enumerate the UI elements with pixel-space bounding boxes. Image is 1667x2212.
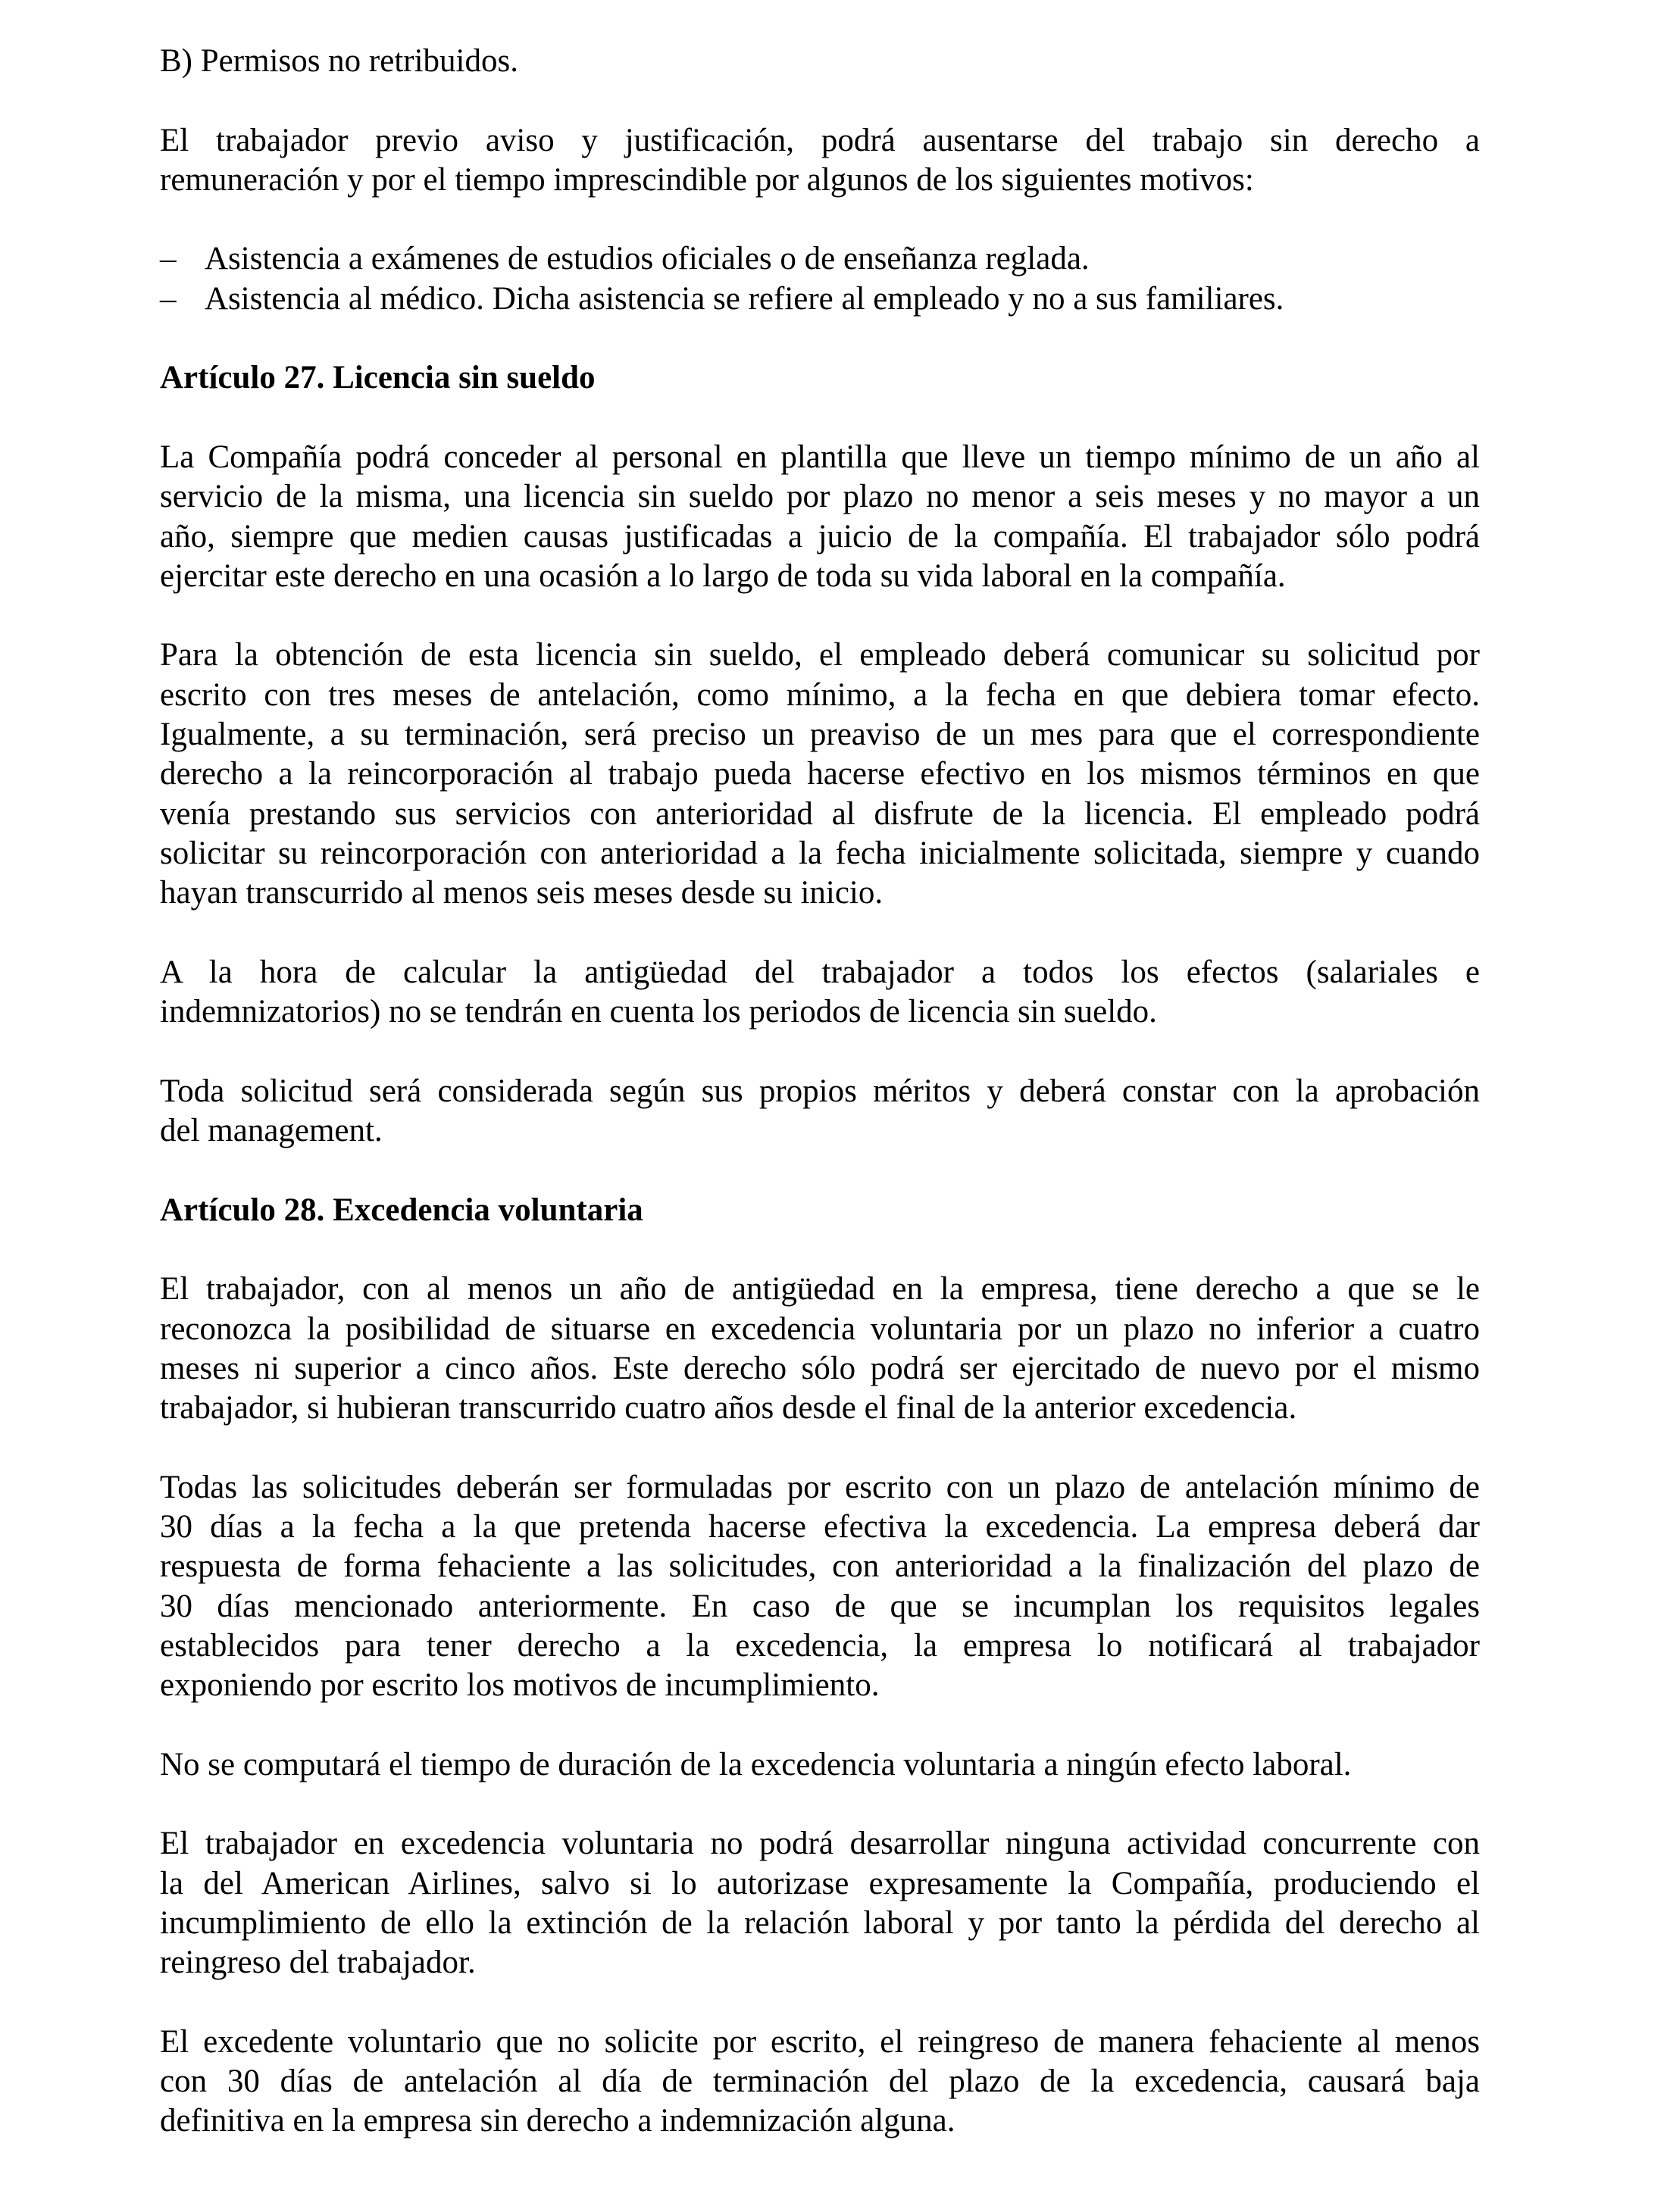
text-line: El excedente voluntario que no solicite por escrito, el reingreso de manera fehaciente al menos xyxy=(160,2023,1480,2060)
text-line: Toda solicitud será considerada según sus propios méritos y deberá constar con la aprobación xyxy=(160,1073,1480,1109)
text-line: ejercitar este derecho en una ocasión a lo largo de toda su vida laboral en la compañía. xyxy=(160,558,1286,594)
text-line: meses ni superior a cinco años. Este derecho sólo podrá ser ejercitado de nuevo por el mismo xyxy=(160,1350,1480,1386)
text-line: trabajador, si hubieran transcurrido cuatro años desde el final de la anterior excedencia. xyxy=(160,1390,1297,1426)
text-line: respuesta de forma fehaciente a las solicitudes, con anterioridad a la finalización del plazo de xyxy=(160,1548,1480,1585)
text-line: No se computará el tiempo de duración de la excedencia voluntaria a ningún efecto laboral. xyxy=(160,1746,1352,1782)
heading-text: Artículo 28. Excedencia voluntaria xyxy=(160,1192,643,1228)
text-line: reingreso del trabajador. xyxy=(160,1945,476,1981)
text-line: con 30 días de antelación al día de terminación del plazo de la excedencia, causará baja xyxy=(160,2064,1480,2100)
text-line: indemnizatorios) no se tendrán en cuenta los periodos de licencia sin sueldo. xyxy=(160,994,1157,1030)
article-27-heading xyxy=(160,358,1480,398)
list-item xyxy=(160,280,1480,319)
reasons-list xyxy=(160,239,1480,319)
text-line: El trabajador en excedencia voluntaria no podrá desarrollar ninguna actividad concurrente con xyxy=(160,1826,1480,1862)
text-line: incumplimiento de ello la extinción de la relación laboral y por tanto la pérdida del derecho al xyxy=(160,1904,1480,1941)
article-27-paragraph-2 xyxy=(160,636,1480,913)
text-line: del management. xyxy=(160,1113,383,1149)
text-line: exponiendo por escrito los motivos de incumplimiento. xyxy=(160,1667,880,1704)
article-28-heading xyxy=(160,1191,1480,1230)
text-line: venía prestando sus servicios con anterioridad al disfrute de la licencia. El empleado podrá xyxy=(160,795,1480,832)
text-line: Todas las solicitudes deberán ser formuladas por escrito con un plazo de antelación mínimo de xyxy=(160,1469,1480,1505)
article-28-paragraph-1 xyxy=(160,1270,1480,1428)
text-line: La Compañía podrá conceder al personal en plantilla que lleve un tiempo mínimo de un año al xyxy=(160,439,1480,475)
text-line: año, siempre que medien causas justificadas a juicio de la compañía. El trabajador sólo podrá xyxy=(160,518,1480,555)
text-line: la del American Airlines, salvo si lo autorizase expresamente la Compañía, produciendo el xyxy=(160,1865,1480,1901)
text-line: 30 días a la fecha a la que pretenda hacerse efectiva la excedencia. La empresa deberá dar xyxy=(160,1508,1480,1545)
text-line: solicitar su reincorporación con anterioridad a la fecha inicialmente solicitada, siempre y cuando xyxy=(160,835,1480,871)
heading-text: Artículo 27. Licencia sin sueldo xyxy=(160,360,596,396)
text-line: El trabajador, con al menos un año de antigüedad en la empresa, tiene derecho a que se le xyxy=(160,1271,1480,1308)
text-line: reconozca la posibilidad de situarse en excedencia voluntaria por un plazo no inferior a cuatro xyxy=(160,1311,1480,1347)
text-line: definitiva en la empresa sin derecho a indemnización alguna. xyxy=(160,2103,955,2139)
section-b-heading xyxy=(160,42,1480,81)
list-item xyxy=(160,239,1480,279)
text-line: Igualmente, a su terminación, será preciso un preaviso de un mes para que el correspondiente xyxy=(160,717,1480,753)
dash-bullet: – xyxy=(160,280,177,317)
text-line: escrito con tres meses de antelación, como mínimo, a la fecha en que debiera tomar efecto. xyxy=(160,676,1480,713)
text-line: remuneración y por el tiempo imprescindible por algunos de los siguientes motivos: xyxy=(160,161,1254,198)
paragraph-intro xyxy=(160,121,1480,201)
heading-text: B) Permisos no retribuidos. xyxy=(160,43,518,79)
article-28-paragraph-4 xyxy=(160,1824,1480,1982)
text-line: A la hora de calcular la antigüedad del trabajador a todos los efectos (salariales e xyxy=(160,954,1480,990)
article-27-paragraph-3 xyxy=(160,953,1480,1033)
article-28-paragraph-2 xyxy=(160,1468,1480,1706)
article-28-paragraph-3 xyxy=(160,1745,1480,1785)
dash-bullet: – xyxy=(160,241,177,277)
text-line: hayan transcurrido al menos seis meses desde su inicio. xyxy=(160,875,884,911)
text-line: Para la obtención de esta licencia sin sueldo, el empleado deberá comunicar su solicitud por xyxy=(160,637,1480,673)
list-item-text: Asistencia al médico. Dicha asistencia se refiere al empleado y no a sus familiares. xyxy=(205,280,1284,317)
text-line: El trabajador previo aviso y justificación, podrá ausentarse del trabajo sin derecho a xyxy=(160,122,1480,158)
article-27-paragraph-1 xyxy=(160,438,1480,596)
article-28-paragraph-5 xyxy=(160,2023,1480,2142)
text-line: derecho a la reincorporación al trabajo pueda hacerse efectivo en los mismos términos en que xyxy=(160,756,1480,792)
document-page xyxy=(160,42,1480,2181)
text-line: servicio de la misma, una licencia sin sueldo por plazo no menor a seis meses y no mayor a un xyxy=(160,479,1480,515)
article-27-paragraph-4 xyxy=(160,1072,1480,1151)
text-line: 30 días mencionado anteriormente. En caso de que se incumplan los requisitos legales xyxy=(160,1588,1480,1624)
text-line: establecidos para tener derecho a la excedencia, la empresa lo notificará al trabajador xyxy=(160,1627,1480,1664)
list-item-text: Asistencia a exámenes de estudios oficiales o de enseñanza reglada. xyxy=(205,241,1090,277)
